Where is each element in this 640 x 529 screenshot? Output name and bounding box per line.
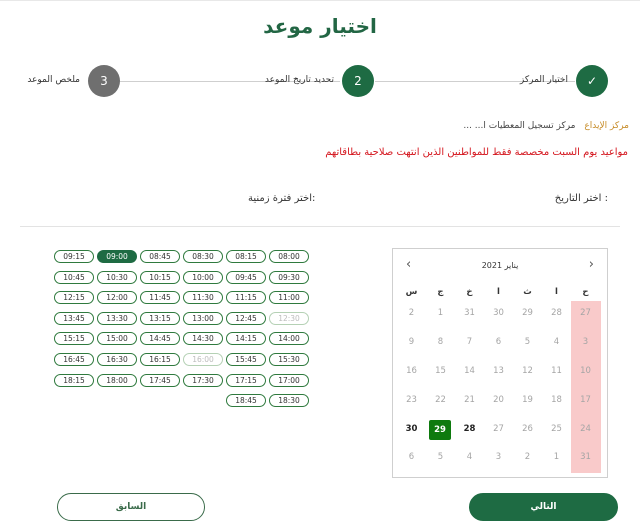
time-slot[interactable]: 14:45	[140, 332, 180, 345]
time-slot[interactable]: 14:00	[269, 332, 309, 345]
calendar-day: 5	[437, 452, 444, 462]
time-slot[interactable]: 17:15	[226, 374, 266, 387]
time-slot[interactable]: 18:30	[269, 394, 309, 407]
calendar-day: 31	[464, 308, 475, 318]
saturday-warning: مواعيد يوم السبت مخصصة فقط للمواطنين الذين انتهت صلاحية بطاقاتهم	[325, 147, 628, 158]
chevron-left-icon[interactable]: ‹	[406, 257, 412, 272]
calendar-day: 2	[524, 452, 531, 462]
calendar-day: 1	[553, 452, 560, 462]
calendar-day: 9	[408, 337, 415, 347]
date-picker	[392, 248, 608, 478]
calendar-day: 4	[466, 452, 473, 462]
weekday-label: ح	[582, 287, 589, 297]
calendar-day: 11	[551, 366, 562, 376]
top-border	[0, 0, 640, 1]
calendar-day: 25	[551, 424, 562, 434]
time-slot[interactable]: 10:30	[97, 271, 137, 284]
next-button[interactable]: التالي	[469, 493, 618, 521]
step-2-circle: 2	[342, 65, 374, 97]
step-1-label: اختيار المركز	[519, 75, 568, 85]
time-slot[interactable]: 15:15	[54, 332, 94, 345]
period-label: اختر فترة زمنية:	[248, 193, 316, 204]
calendar-day: 5	[524, 337, 531, 347]
center-label: مركز الإيداع	[584, 121, 629, 131]
step-1-check-icon: ✓	[576, 65, 608, 97]
time-slot[interactable]: 17:30	[183, 374, 223, 387]
calendar-day: 24	[580, 424, 591, 434]
calendar-day: 3	[495, 452, 502, 462]
time-slot[interactable]: 16:15	[140, 353, 180, 366]
time-slot[interactable]: 14:15	[226, 332, 266, 345]
calendar-day: 6	[408, 452, 415, 462]
weekday-label: س	[405, 287, 418, 297]
time-slot[interactable]: 15:00	[97, 332, 137, 345]
calendar-day: 23	[406, 395, 417, 405]
step-3-circle: 3	[88, 65, 120, 97]
section-divider	[20, 226, 620, 227]
time-slot[interactable]: 08:30	[183, 250, 223, 263]
calendar-day: 8	[437, 337, 444, 347]
calendar-day: 26	[522, 424, 533, 434]
time-slot[interactable]: 13:15	[140, 312, 180, 325]
time-slot[interactable]: 12:15	[54, 291, 94, 304]
time-slot[interactable]: 11:15	[226, 291, 266, 304]
calendar-day[interactable]: 30	[405, 424, 418, 434]
time-slot[interactable]: 16:45	[54, 353, 94, 366]
time-slot: 16:00	[183, 353, 223, 366]
time-slot[interactable]: 14:30	[183, 332, 223, 345]
date-label: اختر التاريخ :	[554, 193, 608, 204]
weekday-label: خ	[466, 287, 473, 297]
weekday-label: ا	[497, 287, 500, 297]
time-slot[interactable]: 15:30	[269, 353, 309, 366]
calendar-day: 7	[466, 337, 473, 347]
time-slot[interactable]: 18:15	[54, 374, 94, 387]
time-slot[interactable]: 11:30	[183, 291, 223, 304]
calendar-day[interactable]: 29	[429, 420, 451, 440]
time-slot[interactable]: 16:30	[97, 353, 137, 366]
time-slot[interactable]: 10:00	[183, 271, 223, 284]
calendar-day: 1	[437, 308, 444, 318]
time-slot[interactable]: 10:45	[54, 271, 94, 284]
time-slot[interactable]: 08:15	[226, 250, 266, 263]
calendar-day[interactable]: 28	[463, 424, 476, 434]
time-slot[interactable]: 13:30	[97, 312, 137, 325]
calendar-day: 12	[522, 366, 533, 376]
time-slot[interactable]: 10:15	[140, 271, 180, 284]
time-slot[interactable]: 09:15	[54, 250, 94, 263]
center-info	[463, 121, 629, 131]
calendar-day: 16	[406, 366, 417, 376]
calendar-day: 13	[493, 366, 504, 376]
time-slot[interactable]: 08:00	[269, 250, 309, 263]
weekday-label: ج	[437, 287, 444, 297]
time-slot[interactable]: 08:45	[140, 250, 180, 263]
chevron-right-icon[interactable]: ›	[588, 257, 594, 272]
time-slot[interactable]: 13:00	[183, 312, 223, 325]
time-slot[interactable]: 17:00	[269, 374, 309, 387]
calendar-day: 29	[522, 308, 533, 318]
time-slot[interactable]: 18:00	[97, 374, 137, 387]
calendar-day: 4	[553, 337, 560, 347]
calendar-day: 21	[464, 395, 475, 405]
time-slot[interactable]: 13:45	[54, 312, 94, 325]
time-slot: 12:30	[269, 312, 309, 325]
calendar-day: 31	[580, 452, 591, 462]
time-slot[interactable]: 12:00	[97, 291, 137, 304]
page-title: اختيار موعد	[263, 14, 377, 38]
calendar-day: 14	[464, 366, 475, 376]
calendar-day: 2	[408, 308, 415, 318]
calendar-day: 18	[551, 395, 562, 405]
calendar-month-label: يناير 2021	[481, 261, 519, 270]
weekday-label: ا	[555, 287, 558, 297]
calendar-day: 6	[495, 337, 502, 347]
time-slot[interactable]: 09:30	[269, 271, 309, 284]
time-slot-grid	[54, 250, 312, 410]
time-slot[interactable]: 11:45	[140, 291, 180, 304]
calendar-day: 22	[435, 395, 446, 405]
calendar-day: 19	[522, 395, 533, 405]
calendar-day: 27	[580, 308, 591, 318]
time-slot[interactable]: 09:00	[97, 250, 137, 263]
time-slot[interactable]: 15:45	[226, 353, 266, 366]
weekday-label: ث	[523, 287, 532, 297]
calendar-day: 10	[580, 366, 591, 376]
calendar-day: 3	[582, 337, 589, 347]
time-slot[interactable]: 09:45	[226, 271, 266, 284]
previous-button[interactable]: السابق	[57, 493, 205, 521]
time-slot[interactable]: 12:45	[226, 312, 266, 325]
calendar-day: 30	[493, 308, 504, 318]
time-slot[interactable]: 18:45	[226, 394, 266, 407]
calendar-day: 27	[493, 424, 504, 434]
center-value: مركز تسجيل المعطيات ا... ...	[463, 121, 576, 131]
calendar-day: 28	[551, 308, 562, 318]
step-2-label: تحديد تاريخ الموعد	[264, 75, 334, 85]
time-slot[interactable]: 17:45	[140, 374, 180, 387]
time-slot[interactable]: 11:00	[269, 291, 309, 304]
calendar-day: 20	[493, 395, 504, 405]
calendar-day: 15	[435, 366, 446, 376]
step-3-label: ملخص الموعد	[27, 75, 80, 85]
calendar-day: 17	[580, 395, 591, 405]
